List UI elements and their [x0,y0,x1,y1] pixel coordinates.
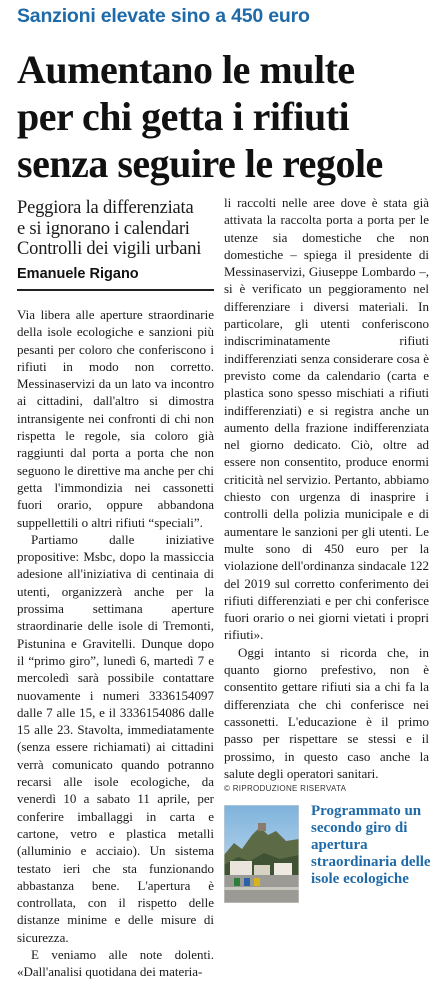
copyright-notice: © RIPRODUZIONE RISERVATA [224,784,347,793]
headline-line-3: senza seguire le regole [17,141,383,186]
deck-line-1: Peggiora la differenziata [17,198,194,218]
headline-line-1: Aumentano le multe [17,47,355,92]
body-paragraph-4: li raccolti nelle aree dove è stata già attivata la raccolta porta a porta per le utenze sia domestiche che non domestiche – spiega il presidente di Messinaservizi, Giuseppe Lombardo –, si è verificato un peggioramento nel differenziare i diversi materiali. In particolare, gli utenti conferiscono indiscriminatamente rifiuti indifferenziati senza considerare cosa è previsto come da calendario (carta e plastica sono spesso mischiati a rifiuti indifferenziati) e si registra anche un aumento della frazione indifferenziata nel giorno dedicato. Ciò, oltre ad essere non consentito, produce enormi criticità nel servizio. Pertanto, abbiamo chiesto con urgenza di inasprire i controlli della polizia municipale e di aumentare le sanzioni per gli utenti. Le multe sono di 450 euro per la violazione dell'ordinanza sindacale 122 del 2019 sul corretto conferimento dei rifiuti differenziati e per chi conferisce fuori orario o nei giorni vietati i propri rifiuti». [224,195,429,643]
body-column-1 [17,306,214,981]
byline: Emanuele Rigano [17,266,139,282]
byline-rule [17,289,214,291]
body-paragraph-2: Partiamo dalle iniziative propositive: Msbc, dopo la massiccia adesione all'iniziativa di centinaia di utenti, organizzerà anche per la prossima settimana aperture straordinarie delle isole di Tremonti, Pistunina e Gravitelli. Dunque dopo il “primo giro”, lunedì 6, martedì 7 e mercoledì sarà possibile contattare nuovamente i numeri 3336154097 dalle 7 alle 15, e il 3336154086 dalle 15 alle 23. Stavolta, immediatamente (senza essere richiamati) ai cittadini verrà comunicato quando potranno recarsi alle isole ecologiche, da venerdì 10 a sabato 11 aprile, per conferire imballaggi in carta e cartone, vetro e plastica metalli (alluminio e acciaio). Un sistema testato ieri che sta funzionando abbastanza bene. L'apertura è controllata, con il rispetto delle distanze minime e delle misure di sicurezza. [17,531,214,945]
deck-line-2: e si ignorano i calendari [17,218,190,239]
kicker: Sanzioni elevate sino a 450 euro [17,5,310,27]
photo-caption: Programmato un secondo giro di apertura straordinaria delle isole ecologiche [311,803,431,887]
headline [17,46,437,187]
body-paragraph-1: Via libera alle aperture straordinarie della isole ecologiche e sanzioni più pesanti per coloro che conferiscono i rifiuti in modo non corretto. Messinaservizi da un lato va incontro ai cittadini, dall'altro si dimostra intransigente nei confronti di chi non rispetta le regole, sia coloro già raggiunti dal porta a porta che non seguono le direttive ma anche per chi getta l'immondizia nei cassonetti fuori orario, oppure abbandona suppellettili o altri rifiuti “speciali”. [17,307,214,530]
photo-ecological-island [224,805,299,903]
body-column-2 [224,194,429,782]
body-paragraph-5: Oggi intanto si ricorda che, in quanto giorno prefestivo, non è consentito gettare rifiuti sia a chi fa la differenziata che chi conferisce nei cassonetti. L'educazione è il primo passo per rispettare se stessi e il prossimo, in questo caso anche la salute degli operatori sanitari. [224,644,429,781]
deck [17,198,217,260]
deck-line-3: Controlli dei vigili urbani [17,239,202,259]
headline-line-2: per chi getta i rifiuti [17,94,350,139]
body-paragraph-3: E veniamo alle note dolenti. «Dall'analisi quotidana dei materia- [17,946,214,980]
